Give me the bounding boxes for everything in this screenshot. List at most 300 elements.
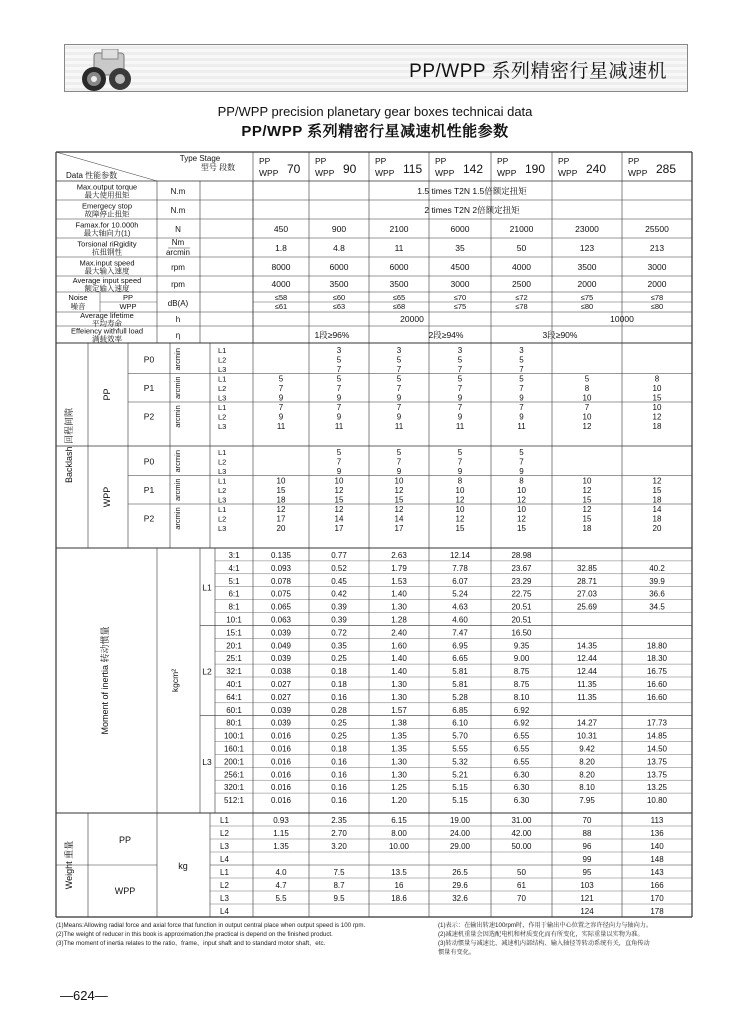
note-line: (1)表示：在输出转速100rpm时，作用于输出中心位置之容许径向力与轴向力。	[438, 922, 653, 929]
table-cell-text: 113	[650, 816, 664, 825]
table-cell-text: 22.75	[511, 589, 532, 599]
table-cell-text: 10	[582, 412, 592, 422]
table-cell-text: 10.00	[388, 842, 410, 851]
table-cell-text: 10	[652, 384, 662, 393]
table-cell-text: 0.078	[270, 576, 292, 586]
table-cell-text: 0.28	[331, 705, 347, 715]
table-cell-text: 14	[394, 514, 404, 524]
table-cell-text: 17	[394, 524, 404, 533]
table-cell-text: 14.85	[646, 731, 668, 741]
table-cell-text: 16.75	[646, 667, 668, 677]
table-cell-text: 9	[396, 393, 402, 403]
table-cell-text: 0.16	[331, 783, 347, 793]
table-cell-text: 12	[517, 514, 526, 524]
table-cell-text: 4.0	[275, 868, 287, 877]
table-cell-text: 450	[273, 224, 289, 234]
table-cell-text: 27.03	[576, 589, 598, 599]
table-cell-text: 12	[394, 486, 404, 495]
table-cell-text: 5	[519, 374, 524, 384]
param-name-cn: 平均寿命	[92, 319, 122, 328]
table-cell-text: 23000	[575, 224, 599, 234]
note-line: (2)减速机重量会因选配电机和材质变化而有所变化，实际重量以实物为准。	[438, 931, 644, 938]
table-cell-text: 5	[519, 355, 524, 365]
table-cell-text: 0.45	[331, 576, 347, 586]
table-cell-text: 0.25	[331, 718, 347, 728]
table-cell-text: 23.67	[511, 563, 532, 573]
table-cell-text: 12	[517, 495, 526, 505]
unit-text: arcmin	[165, 248, 191, 257]
table-cell-text: 0.016	[270, 783, 292, 793]
param-name-en: Effeiency withfull load	[71, 326, 143, 336]
table-cell-text: 3.20	[331, 842, 347, 851]
table-cell-text: 1.30	[391, 680, 407, 689]
table-cell-text: 140	[650, 842, 664, 851]
table-cell-text: 1.38	[391, 718, 407, 728]
param-name-en: Famax.for 10.000h	[75, 220, 139, 230]
table-cell-text: 7	[457, 365, 463, 374]
table-cell-text: 0.93	[273, 816, 289, 825]
table-cell-text: 9.35	[513, 641, 530, 651]
param-name-cn: 最大轴向力(1)	[83, 228, 131, 238]
inertia-title: Moment of inertia 转动惯量	[100, 626, 110, 735]
table-cell-text: 1段≥96%	[314, 330, 350, 340]
table-cell-text: 0.35	[331, 641, 347, 651]
table-cell-text: ≤61	[274, 302, 288, 311]
table-cell-text: 0.016	[270, 731, 292, 741]
table-cell-text: L1	[218, 403, 227, 412]
table-cell-text: 5	[336, 374, 342, 384]
table-cell-text: 3500	[577, 262, 597, 272]
table-cell-text: L3	[202, 756, 212, 767]
table-cell-text: L1	[218, 346, 227, 355]
table-cell-text: 0.016	[270, 744, 292, 754]
table-cell-text: 9	[396, 467, 402, 476]
table-cell-text: WPP	[114, 886, 136, 896]
table-cell-text: ≤80	[580, 302, 594, 311]
table-cell-text: 5.15	[452, 783, 468, 793]
table-cell-text: 1.57	[391, 705, 407, 715]
table-cell-text: 5	[519, 448, 524, 457]
table-cell-text: 16.50	[511, 628, 532, 638]
table-cell-text: 8	[584, 384, 590, 393]
table-cell-text: 12.14	[449, 551, 471, 560]
table-cell-text: 5.15	[452, 796, 468, 806]
table-cell-text: 1.79	[391, 563, 407, 573]
unit-text: Nm	[171, 238, 185, 247]
table-cell-text: L1	[218, 448, 227, 457]
table-cell-text: 9	[519, 467, 524, 476]
table-cell-text: 7	[336, 384, 342, 393]
table-cell-text: 15	[276, 486, 286, 495]
unit-text: arcmin	[173, 507, 182, 530]
unit-text: dB(A)	[167, 299, 189, 308]
table-cell-text: 5.32	[452, 757, 468, 767]
table-cell-text: 6.30	[513, 796, 530, 806]
table-cell-text: 0.038	[270, 667, 292, 677]
table-cell-text: 12	[582, 505, 592, 514]
table-cell-text: 6.15	[391, 816, 407, 825]
table-cell-text: 10	[582, 393, 592, 403]
table-cell-text: 5.28	[452, 692, 468, 702]
table-cell-text: 4.60	[452, 615, 468, 625]
table-cell-text: 8.75	[513, 667, 530, 677]
table-cell-text: 7	[396, 384, 402, 393]
table-cell-text: 6000	[329, 262, 349, 272]
table-cell-text: 50	[517, 868, 526, 877]
table-cell-text: 11	[276, 422, 286, 431]
table-cell-text: 16.60	[646, 680, 668, 689]
table-cell-text: L3	[218, 467, 227, 476]
table-cell-text: 8.10	[579, 783, 595, 793]
table-cell-text: 0.18	[331, 744, 347, 754]
table-cell-text: 6.92	[513, 705, 530, 715]
merged-value: 2 times T2N 2倍额定扭矩	[424, 205, 520, 215]
table-cell-text: 35	[455, 243, 465, 253]
table-cell-text: 70	[582, 816, 592, 825]
table-cell-text: 0.42	[331, 589, 347, 599]
table-cell-text: 148	[650, 855, 664, 864]
table-cell-text: 9	[396, 412, 402, 422]
table-cell-text: 12.44	[576, 654, 598, 664]
table-cell-text: 136	[650, 829, 664, 838]
table-cell-text: 15	[517, 524, 526, 533]
table-cell-text: 21000	[509, 224, 534, 234]
table-cell-text: PP	[102, 388, 112, 401]
table-cell-text: 6.95	[452, 641, 468, 651]
table-cell-text: 7	[336, 365, 342, 374]
table-cell-text: ≤70	[453, 293, 467, 302]
table-cell-text: 123	[579, 243, 595, 253]
table-cell-text: 23.29	[511, 576, 532, 586]
table-cell-text: 42.00	[511, 829, 532, 838]
table-cell-text: 0.16	[331, 770, 347, 780]
table-cell-text: 32.6	[452, 894, 468, 903]
table-cell-text: 99	[582, 855, 592, 864]
table-cell-text: 25.69	[576, 602, 598, 612]
unit-text: h	[175, 315, 181, 324]
type-stage-label: Type Stage	[179, 154, 221, 163]
table-cell-text: 15	[394, 495, 404, 505]
table-cell-text: 18	[652, 422, 662, 431]
table-cell-text: 15	[582, 514, 592, 524]
table-cell-text: 1.30	[391, 770, 407, 780]
table-cell-text: 178	[650, 907, 664, 916]
table-cell-text: L1	[202, 582, 212, 593]
table-cell-text: 10	[455, 486, 465, 495]
model-wpp-label: WPP	[435, 168, 455, 178]
table-cell-text: 320:1	[223, 783, 245, 793]
table-cell-text: 1.40	[391, 589, 407, 599]
page-number: —624—	[60, 988, 108, 1003]
model-wpp-label: WPP	[558, 168, 578, 178]
table-cell-text: 3	[457, 346, 463, 355]
table-cell-text: ≤60	[332, 293, 346, 302]
table-cell-text: 18	[276, 495, 286, 505]
table-cell-text: 7	[336, 403, 342, 412]
table-cell-text: 7	[584, 403, 590, 412]
table-cell-text: 9.5	[333, 894, 345, 903]
table-cell-text: 16	[394, 881, 404, 890]
table-cell-text: 7	[396, 403, 402, 412]
table-cell-text: 88	[582, 829, 592, 838]
table-cell-text: L2	[202, 666, 212, 677]
unit-text: kg	[178, 861, 188, 871]
table-cell-text: 7	[457, 403, 463, 412]
table-cell-text: 39.9	[649, 576, 665, 586]
table-cell-text: 5	[278, 374, 284, 384]
table-cell-text: 0.16	[331, 796, 347, 806]
table-cell-text: 3	[396, 346, 402, 355]
table-cell-text: 0.049	[270, 641, 292, 651]
table-cell-text: 18	[582, 524, 592, 533]
unit-text: N	[175, 225, 181, 234]
table-cell-text: 256:1	[223, 770, 245, 780]
note-line: (3)转动惯量与减速比、减速机内部结构、输入轴径等转动系统有关，直角传动	[438, 940, 650, 947]
table-cell-text: 3000	[450, 279, 470, 289]
table-cell-text: 20:1	[226, 641, 242, 651]
table-cell-text: 213	[649, 243, 665, 253]
table-cell-text: 0.027	[270, 692, 292, 702]
table-cell-text: 18.80	[646, 641, 668, 651]
table-cell-text: 1.30	[391, 692, 407, 702]
table-cell-text: 15	[582, 495, 592, 505]
model-size: 190	[525, 162, 546, 176]
table-cell-text: 8.75	[513, 680, 530, 689]
table-cell-text: 8.20	[579, 770, 595, 780]
table-cell-text: 9	[457, 393, 463, 403]
model-pp-label: PP	[497, 156, 509, 166]
table-cell-text: 1.40	[391, 654, 407, 664]
table-cell-text: 7.95	[579, 796, 595, 806]
table-cell-text: P1	[143, 382, 155, 393]
table-cell-text: 1.35	[391, 744, 407, 754]
table-cell-text: 4000	[271, 279, 291, 289]
table-cell-text: 11	[517, 422, 526, 431]
unit-text: arcmin	[173, 449, 182, 473]
table-cell-text: 11	[394, 243, 404, 253]
param-name-en: Max.output torque	[76, 182, 138, 192]
param-name-en: Emergecy stop	[81, 201, 133, 211]
table-cell-text: 26.5	[452, 868, 468, 877]
table-cell-text: 4.7	[275, 881, 287, 890]
table-cell-text: 5	[396, 448, 402, 457]
table-cell-text: 166	[650, 881, 664, 890]
model-pp-label: PP	[259, 156, 271, 166]
table-cell-text: 28.98	[511, 551, 532, 560]
table-cell-text: 14	[652, 505, 662, 514]
table-cell-text: 20	[276, 524, 286, 533]
table-cell-text: 3500	[329, 279, 349, 289]
unit-text: N.m	[170, 187, 186, 196]
table-cell-text: 7	[457, 384, 463, 393]
table-cell-text: 25:1	[226, 654, 242, 664]
table-cell-text: 0.16	[331, 757, 347, 767]
table-cell-text: 1.20	[391, 796, 407, 806]
table-cell-text: 5.70	[452, 731, 468, 741]
table-cell-text: 14.35	[576, 641, 598, 651]
table-cell-text: 5	[457, 374, 463, 384]
table-cell-text: 13.75	[646, 770, 668, 780]
table-cell-text: 7.5	[333, 868, 345, 877]
table-cell-text: L1	[218, 476, 227, 486]
table-cell-text: 7.47	[452, 628, 468, 638]
table-cell-text: 9	[519, 412, 524, 422]
model-size: 115	[403, 162, 423, 176]
model-size: 142	[463, 162, 484, 176]
table-cell-text: 7	[396, 365, 402, 374]
table-cell-text: 20000	[400, 314, 424, 324]
param-name-cn: 满载效率	[92, 334, 122, 344]
table-cell-text: ≤72	[515, 293, 528, 302]
table-cell-text: 4.8	[333, 243, 345, 253]
table-cell-text: 50.00	[511, 842, 532, 851]
model-size: 90	[343, 162, 357, 176]
model-pp-label: PP	[315, 156, 327, 166]
table-cell-text: 9	[336, 412, 342, 422]
table-cell-text: 0.25	[331, 731, 347, 741]
notes-chinese	[438, 921, 700, 957]
table-cell-text: L2	[218, 486, 227, 495]
table-cell-text: 10	[394, 476, 404, 486]
table-cell-text: 5	[584, 374, 590, 384]
table-cell-text: 14.50	[646, 744, 668, 754]
table-cell-text: 20	[652, 524, 662, 533]
table-cell-text: 2.63	[391, 551, 407, 560]
table-cell-text: L3	[218, 365, 227, 374]
table-cell-text: 3:1	[228, 551, 240, 560]
merged-value: 1.5 times T2N 1.5倍额定扭矩	[417, 186, 527, 196]
table-cell-text: 11	[334, 422, 344, 431]
table-cell-text: WPP	[119, 302, 137, 311]
table-cell-text: 9	[336, 393, 342, 403]
table-cell-text: ≤80	[650, 302, 664, 311]
table-cell-text: 8	[519, 476, 524, 486]
backlash-title: Backlash 回程间隙	[64, 407, 74, 484]
table-cell-text: 31.00	[511, 816, 532, 825]
table-cell-text: 6.55	[513, 731, 530, 741]
table-cell-text: 100:1	[223, 731, 245, 741]
header-title: PP/WPP 系列精密行星减速机	[409, 61, 667, 82]
table-cell-text: 10	[455, 505, 465, 514]
table-cell-text: 7	[278, 403, 284, 412]
table-cell-text: 5.24	[452, 589, 468, 599]
table-cell-text: 0.39	[331, 602, 347, 612]
table-cell-text: 17	[334, 524, 344, 533]
table-cell-text: L3	[218, 422, 227, 431]
table-cell-text: 8:1	[228, 602, 240, 612]
table-cell-text: 10	[517, 486, 526, 495]
model-size: 240	[586, 162, 607, 176]
table-cell-text: 15	[652, 486, 662, 495]
table-cell-text: 160:1	[223, 744, 245, 754]
table-cell-text: 1.15	[273, 829, 289, 838]
model-wpp-label: WPP	[375, 168, 395, 178]
table-cell-text: 11	[455, 422, 465, 431]
table-cell-text: 9	[457, 412, 463, 422]
table-cell-text: 124	[580, 907, 594, 916]
table-cell-text: 1.35	[273, 842, 289, 851]
table-cell-text: 5.81	[452, 667, 468, 677]
model-size: 70	[287, 162, 301, 176]
table-cell-text: 8.00	[391, 829, 407, 838]
table-cell-text: 12	[394, 505, 404, 514]
table-cell-text: 2.40	[391, 628, 407, 638]
table-cell-text: 6000	[389, 262, 409, 272]
model-pp-label: PP	[435, 156, 447, 166]
table-cell-text: 10	[582, 476, 592, 486]
table-cell-text: 61	[517, 881, 526, 890]
table-cell-text: 6.55	[513, 757, 530, 767]
table-cell-text: 0.135	[270, 551, 292, 560]
table-cell-text: 0.16	[331, 692, 347, 702]
table-cell-text: 5.5	[275, 894, 287, 903]
table-cell-text: 1.35	[391, 731, 407, 741]
note-line: (2)The weight of reducer in this book is approximation,the practical is depend on the finished product.	[56, 931, 333, 938]
table-cell-text: 1.28	[391, 615, 407, 625]
table-cell-text: 4:1	[228, 563, 240, 573]
note-line: 惯量有变化。	[438, 949, 476, 956]
model-wpp-label: WPP	[315, 168, 335, 178]
table-cell-text: 0.039	[270, 705, 292, 715]
unit-text: arcmin	[173, 478, 182, 502]
model-wpp-label: WPP	[259, 168, 279, 178]
table-cell-text: 5	[396, 355, 402, 365]
table-cell-text: 25500	[645, 224, 669, 234]
table-cell-text: 2段≥94%	[428, 330, 464, 340]
param-name-cn: 最大使用扭矩	[84, 190, 130, 200]
table-cell-text: 40:1	[226, 680, 242, 689]
table-cell-text: 18	[652, 514, 662, 524]
table-cell-text: 3000	[647, 262, 667, 272]
note-line: (3)The moment of inertia relates to the ratio、frame、input shaft and to standard motor shaft、etc.	[56, 940, 326, 947]
table-cell-text: L3	[220, 894, 229, 903]
table-cell-text: 12.44	[576, 667, 598, 677]
table-cell-text: L1	[218, 374, 227, 384]
param-name-en: Average input speed	[72, 276, 142, 285]
table-cell-text: 2000	[577, 279, 597, 289]
table-cell-text: 3	[519, 346, 524, 355]
table-cell-text: 11	[394, 422, 404, 431]
table-cell-text: 24.00	[449, 829, 471, 838]
table-cell-text: WPP	[102, 486, 112, 508]
table-cell-text: 6000	[450, 224, 470, 234]
table-cell-text: 10:1	[226, 615, 242, 625]
table-cell-text: 143	[650, 868, 664, 877]
unit-text: N.m	[170, 206, 186, 215]
notes-english	[56, 921, 436, 948]
table-cell-text: 0.18	[331, 667, 347, 677]
table-cell-text: 900	[331, 224, 347, 234]
table-cell-text: 10	[652, 403, 662, 412]
unit-text: rpm	[171, 263, 185, 272]
table-cell-text: 1.30	[391, 757, 407, 767]
table-cell-text: 7	[457, 457, 463, 467]
table-cell-text: 9.42	[579, 744, 595, 754]
unit-text: η	[175, 331, 181, 340]
table-cell-text: P1	[143, 484, 155, 495]
table-cell-text: 11.35	[577, 680, 597, 689]
table-cell-text: 5.55	[452, 744, 468, 754]
table-cell-text: 0.72	[331, 628, 347, 638]
table-cell-text: ≤65	[392, 293, 406, 302]
table-cell-text: 8	[654, 374, 660, 384]
param-name-cn: 抗扭钢性	[92, 247, 122, 257]
table-cell-text: 5.21	[452, 770, 468, 780]
table-cell-text: 1.40	[391, 667, 407, 677]
table-cell-text: 13.75	[646, 757, 668, 767]
table-cell-text: 32.85	[576, 563, 598, 573]
table-cell-text: 6.65	[452, 654, 468, 664]
